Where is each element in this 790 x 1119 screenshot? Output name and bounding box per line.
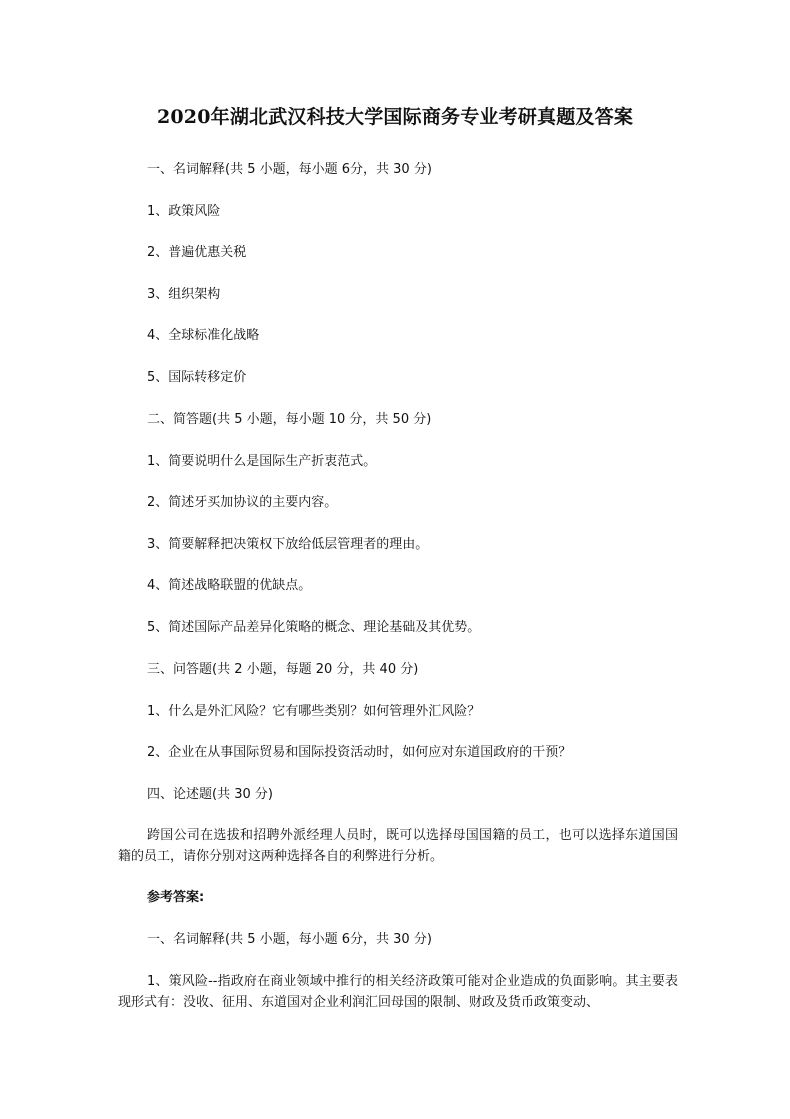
section2-item-2: 2、简述牙买加协议的主要内容。: [147, 495, 338, 510]
answer-1-text: 1、策风险--指政府在商业领域中推行的相关经济政策可能对企业造成的负面影响。其主要表现形式有：没收、征用、东道国对企业利润汇回母国的限制、财政及货币政策变动、: [118, 974, 678, 1010]
section4-question: 跨国公司在选拔和招聘外派经理人员时，既可以选择母国国籍的员工，也可以选择东道国国籍的员工，请你分别对这两种选择各自的利弊进行分析。: [118, 828, 678, 864]
answers-section1-heading: 一、名词解释(共 5 小题，每小题 6分，共 30 分): [147, 932, 432, 947]
section3-item-1: 1、什么是外汇风险？它有哪些类别？如何管理外汇风险？: [147, 704, 481, 719]
section2-item-4: 4、简述战略联盟的优缺点。: [147, 578, 312, 593]
section1-item-2: 2、普遍优惠关税: [147, 245, 247, 260]
section2-item-3: 3、简要解释把决策权下放给低层管理者的理由。: [147, 537, 429, 552]
section2-item-5: 5、简述国际产品差异化策略的概念、理论基础及其优势。: [147, 620, 481, 635]
section1-item-5: 5、国际转移定价: [147, 370, 247, 385]
section3-item-2: 2、企业在从事国际贸易和国际投资活动时，如何应对东道国政府的干预？: [147, 745, 572, 760]
section1-item-3: 3、组织架构: [147, 287, 221, 302]
section4-heading: 四、论述题(共 30 分): [147, 787, 273, 802]
answers-heading: 参考答案:: [147, 890, 205, 905]
document-title: 2020年湖北武汉科技大学国际商务专业考研真题及答案: [156, 106, 634, 128]
section3-heading: 三、问答题(共 2 小题，每题 20 分，共 40 分): [147, 662, 419, 677]
section2-item-1: 1、简要说明什么是国际生产折衷范式。: [147, 454, 377, 469]
section2-heading: 二、简答题(共 5 小题，每小题 10 分，共 50 分): [147, 412, 432, 427]
section1-item-4: 4、全球标准化战略: [147, 328, 260, 343]
section1-heading: 一、名词解释(共 5 小题，每小题 6分，共 30 分): [147, 162, 432, 177]
section1-item-1: 1、政策风险: [147, 204, 221, 219]
